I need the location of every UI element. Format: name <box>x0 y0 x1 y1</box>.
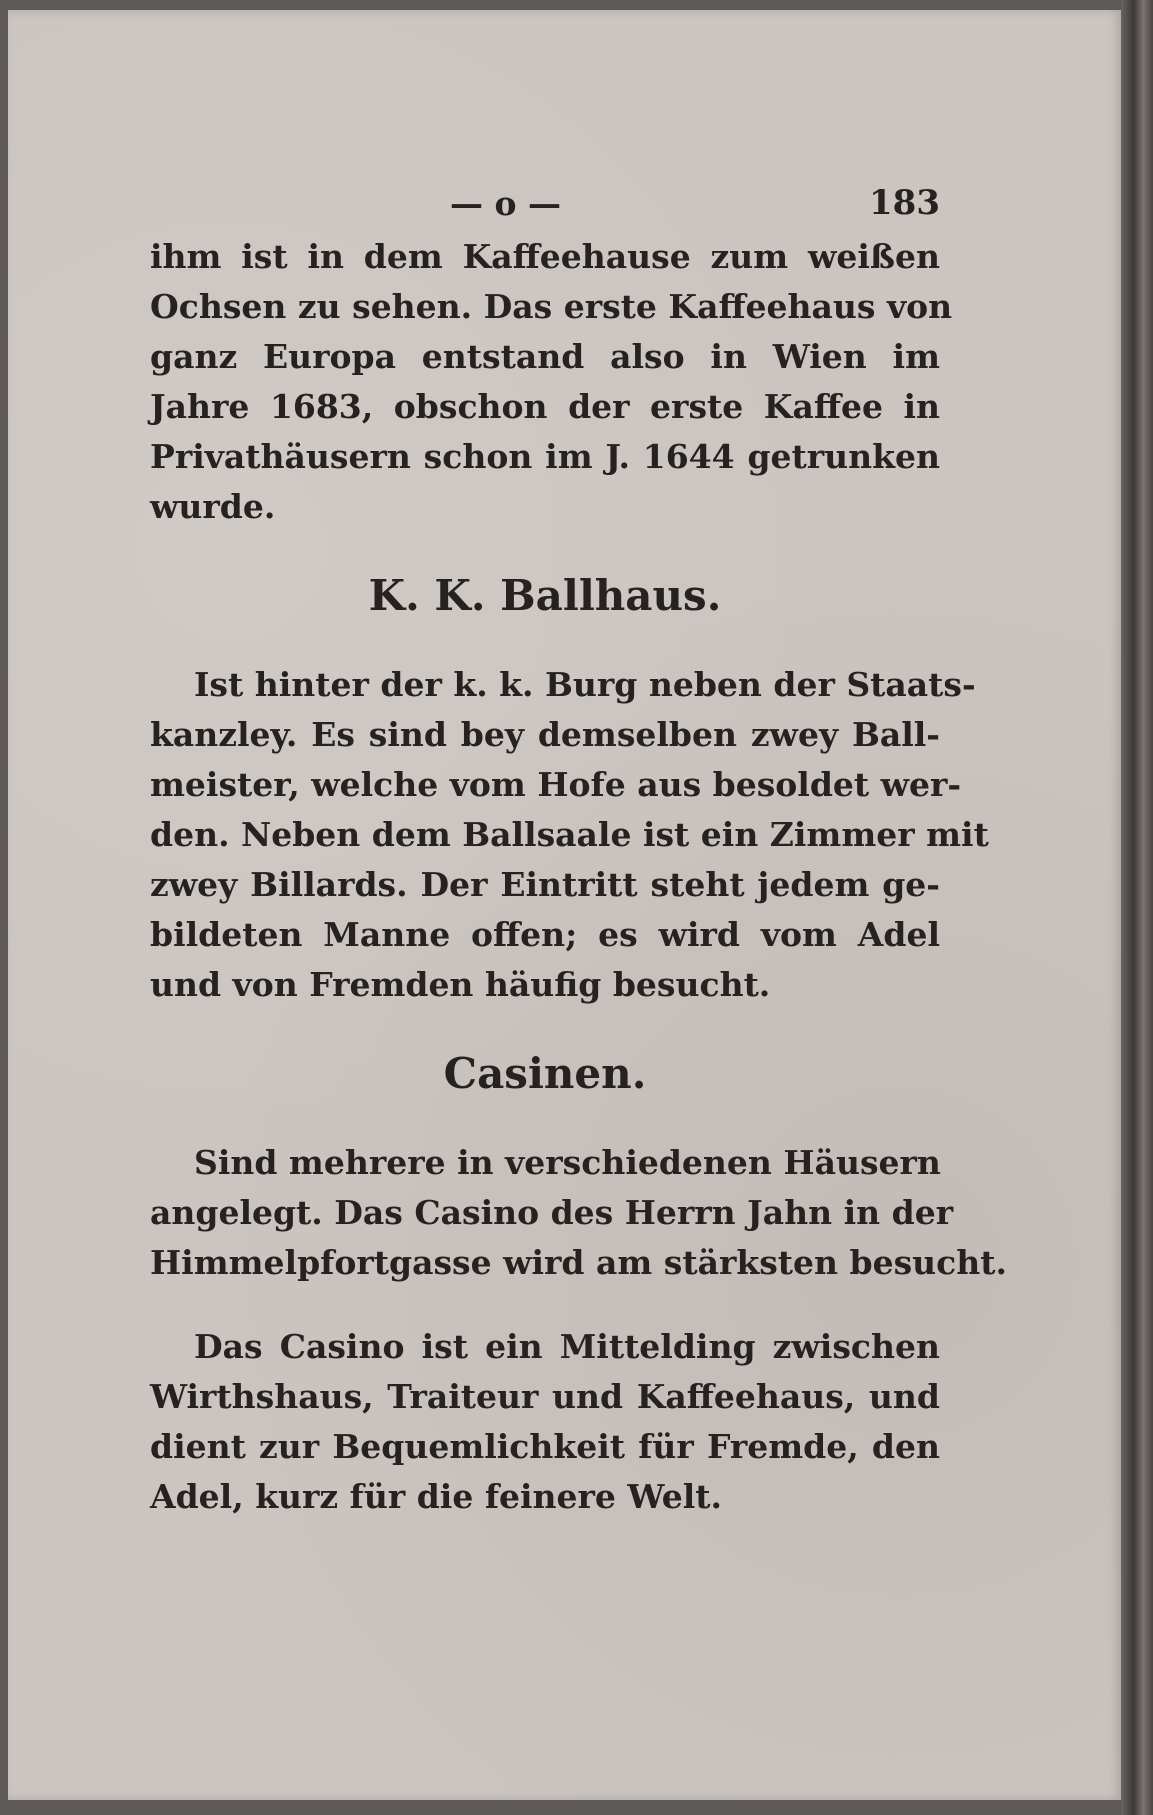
text-line: und von Fremden häufig besucht. <box>150 965 771 1004</box>
paragraph-ballhaus <box>150 660 989 1010</box>
book-edge <box>1121 0 1153 1815</box>
text-line: Sind mehrere in verschiedenen Häusern <box>194 1143 941 1182</box>
text-line: bildeten Manne offen; es wird vom Adel <box>150 915 940 954</box>
text-line: Ochsen zu sehen. Das erste Kaffeehaus von <box>150 287 953 326</box>
paragraph-gap <box>150 1288 940 1322</box>
running-header <box>150 180 940 226</box>
section-heading-ballhaus: K. K. Ballhaus. <box>368 571 722 620</box>
text-line: Adel, kurz für die feinere Welt. <box>150 1477 723 1516</box>
text-line: wurde. <box>150 487 276 526</box>
text-line: zwey Billards. Der Eintritt steht jedem ge- <box>150 865 940 904</box>
text-line: Himmelpfortgasse wird am stärksten besucht. <box>150 1243 1007 1282</box>
text-line: angelegt. Das Casino des Herrn Jahn in der <box>150 1193 954 1232</box>
page-number: 183 <box>869 183 940 223</box>
text-line: dient zur Bequemlichkeit für Fremde, den <box>150 1427 940 1466</box>
text-line: Privathäusern schon im J. 1644 getrunken <box>150 437 940 476</box>
text-line: Jahre 1683, obschon der erste Kaffee in <box>150 387 940 426</box>
page-text <box>150 180 1007 1522</box>
text-line: Ist hinter der k. k. Burg neben der Staats- <box>194 665 976 704</box>
paragraph-kaffeehaus-end <box>150 232 953 532</box>
text-line: den. Neben dem Ballsaale ist ein Zimmer mit <box>150 815 989 854</box>
text-line: kanzley. Es sind bey demselben zwey Ball- <box>150 715 940 754</box>
section-heading-casinen: Casinen. <box>443 1049 647 1098</box>
paragraph-casinen-2 <box>150 1322 940 1522</box>
text-line: ganz Europa entstand also in Wien im <box>150 337 940 376</box>
text-line: ihm ist in dem Kaffeehause zum weißen <box>150 237 940 276</box>
paragraph-casinen-1 <box>150 1138 1007 1288</box>
text-line: meister, welche vom Hofe aus besoldet wer- <box>150 765 962 804</box>
header-ornament: — o — <box>450 183 561 223</box>
text-line: Wirthshaus, Traiteur und Kaffeehaus, und <box>150 1377 940 1416</box>
text-line: Das Casino ist ein Mittelding zwischen <box>194 1327 940 1366</box>
